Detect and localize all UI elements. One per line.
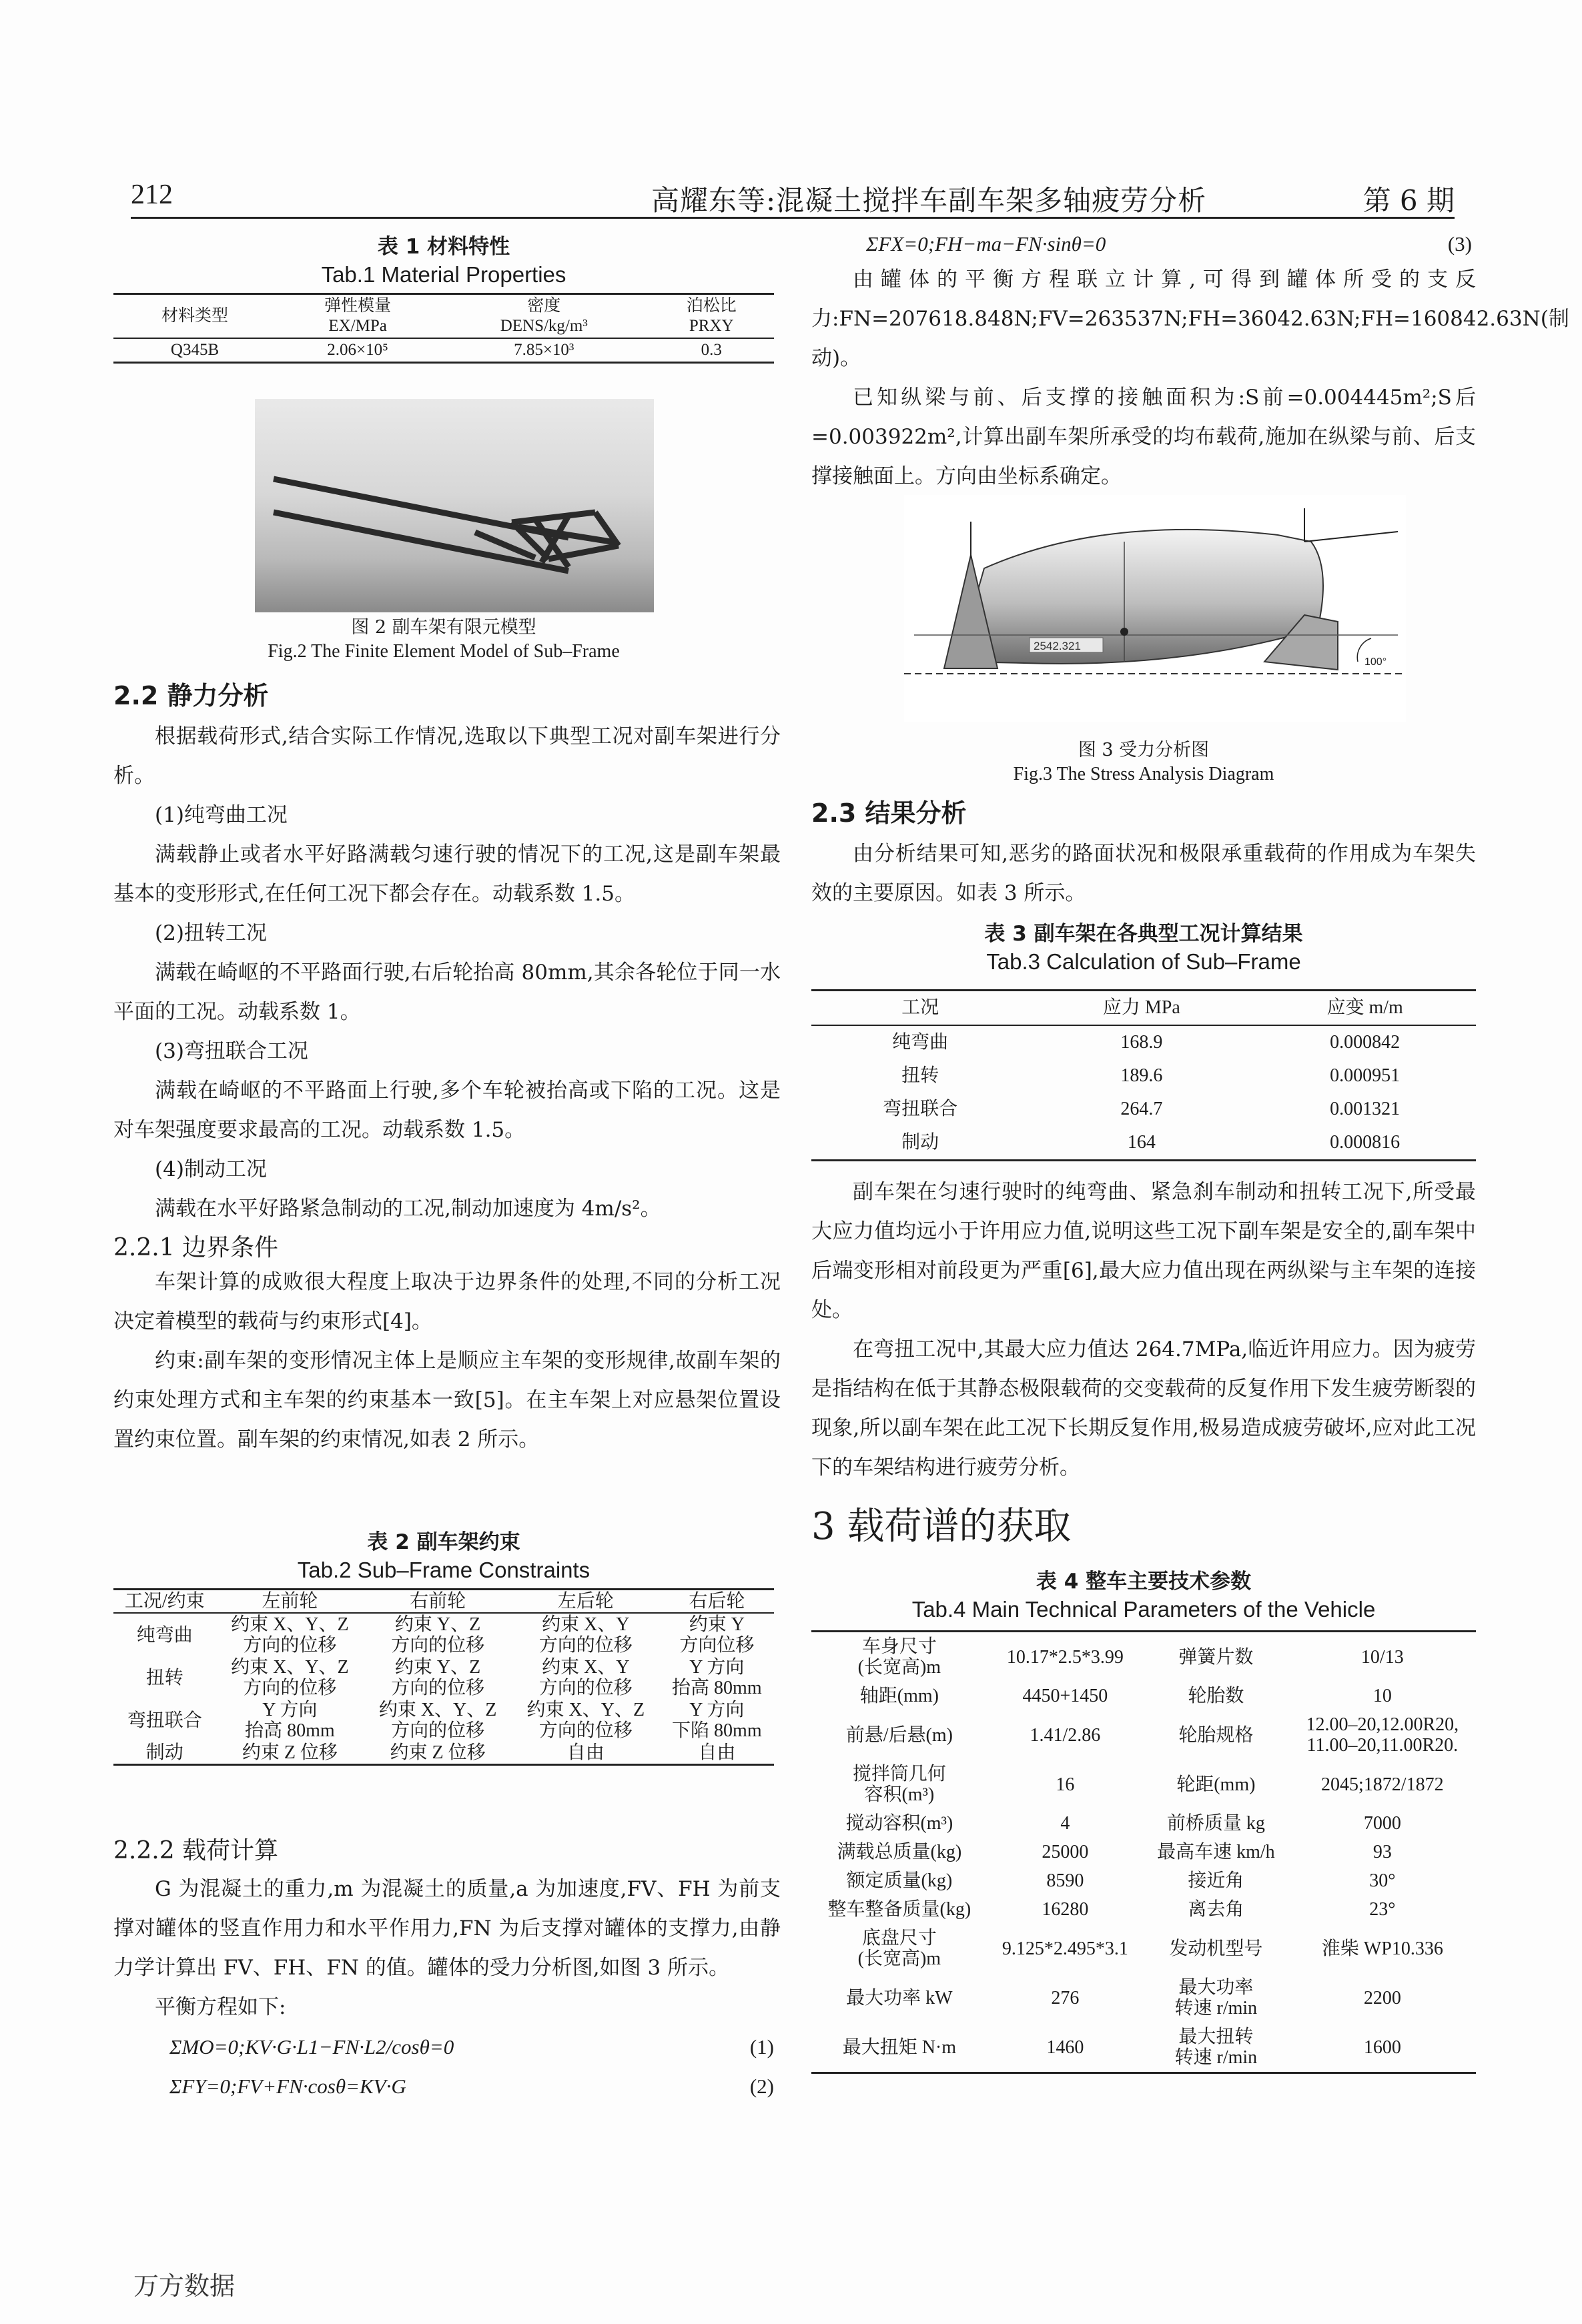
table-cell: 9.125*2.495*3.1 [1002,1938,1128,1959]
table-cell: 16280 [1042,1899,1089,1920]
table-row [113,1613,774,1656]
table-cell: 12.00–20,12.00R20, 11.00–20,11.00R20. [1306,1714,1459,1756]
paragraph: 满载在水平好路紧急制动的工况,制动加速度为 4m/s²。 [155,1197,661,1221]
table-cell: 车身尺寸 (长宽高)m [857,1636,941,1678]
table-4-caption-cn: 表 4 整车主要技术参数 [1036,1570,1252,1594]
paragraph: 由罐体的平衡方程联立计算,可得到罐体所受的支反力:FN=207618.848N;FV=263537N;FH=36042.63N;FH=160842.63N(制动)。 [811,267,1569,370]
issue-number: 第 6 期 [1362,184,1455,217]
table-row [811,1924,1476,1973]
table-cell: Q345B [170,341,220,359]
table-1 [113,293,774,364]
table-2 [113,1588,774,1766]
table-cell: 约束 Z 位移 [242,1742,338,1763]
table-1-block [113,229,774,364]
table-cell: 前悬/后悬(m) [845,1724,953,1746]
right-column-discussion [811,1173,1476,1550]
center-of-mass-icon [1120,628,1128,636]
table-cell: 弯扭联合 [127,1710,202,1731]
table-4-caption-en: Tab.4 Main Technical Parameters of the Vehicle [911,1597,1376,1622]
table-row [811,1809,1476,1838]
table-cell: 纯弯曲 [136,1624,193,1646]
table-3-caption-cn: 表 3 副车架在各典型工况计算结果 [984,922,1303,946]
paragraph: 副车架在匀速行驶时的纯弯曲、紧急刹车制动和扭转工况下,所受最大应力值均远小于许用应力值,说明这些工况下副车架是安全的,副车架中后端变形相对前段更为严重[6],最大应力值出现在两纵梁与主车架的连接处。 [811,1180,1476,1322]
sub-frame-model-illustration [255,399,654,612]
subsection-heading: 2.2.1 边界条件 [113,1234,279,1261]
table-cell: 189.6 [1120,1065,1163,1086]
table-row [811,1710,1476,1760]
right-column-results [811,792,1476,913]
table-cell: 自由 [698,1742,736,1763]
table-cell: Y 方向 抬高 80mm [672,1657,762,1698]
table-3 [811,989,1476,1161]
table-cell: 最大功率 kW [846,1987,953,2008]
paragraph: 满载静止或者水平好路满载匀速行驶的情况下的工况,这是副车架最基本的变形形式,在任何工况下都会存在。动载系数 1.5。 [113,842,781,906]
table-3-header: 工况 [901,997,939,1018]
table-cell: 2200 [1363,1987,1401,2008]
table-cell: 整车整备质量(kg) [827,1899,971,1920]
paragraph: 根据载荷形式,结合实际工作情况,选取以下典型工况对副车架进行分析。 [113,724,781,788]
left-column-load-calc [113,1832,781,2106]
paragraph: 车架计算的成败很大程度上取决于边界条件的处理,不同的分析工况决定着模型的载荷与约束形式[4]。 [113,1270,781,1333]
table-cell: 7000 [1363,1813,1401,1834]
table-row [113,338,774,363]
table-cell: 搅拌筒几何 容积(m³) [852,1764,946,1805]
table-cell: 0.000951 [1330,1065,1401,1086]
table-3-block [811,917,1476,1161]
equation-text: ΣMO=0;KV·G·L1−FN·L2/cosθ=0 [169,2035,454,2059]
equation-1 [113,2027,781,2067]
table-cell: 1.41/2.86 [1030,1724,1101,1746]
table-cell: 0.3 [701,341,722,359]
table-2-header: 工况/约束 [124,1591,205,1612]
section-heading: 2.3 结果分析 [811,798,967,828]
table-row [811,1632,1476,1682]
table-cell: 弯扭联合 [883,1099,958,1119]
table-1-caption-en: Tab.1 Material Properties [321,262,566,287]
equation-number: (2) [749,2075,774,2098]
footer-watermark: 万方数据 [133,2271,236,2301]
table-cell: 自由 [566,1742,605,1763]
table-cell: 30° [1369,1870,1396,1891]
paragraph: 在弯扭工况中,其最大应力值达 264.7MPa,临近许用应力。因为疲劳是指结构在低于其静态极限载荷的交变载荷的反复作用下发生疲劳断裂的现象,所以副车架在此工况下长期反复作用,极易造成疲劳破坏,应对此工况下的车架结构进行疲劳分析。 [811,1337,1476,1480]
table-row [811,1126,1476,1161]
case-title: (2)扭转工况 [155,921,267,945]
fig-3-caption-cn: 图 3 受力分析图 [1078,740,1210,760]
table-cell: 7.85×10³ [514,341,574,359]
dimension-label: 2542.321 [1034,640,1081,652]
table-cell: 约束 Y 方向位移 [679,1614,755,1656]
table-1-header: 材料类型 [161,307,229,325]
table-row [811,1760,1476,1809]
table-row [113,1742,774,1765]
fig-2-image [255,399,654,612]
table-2-header: 左前轮 [262,1591,318,1612]
table-cell: 淮柴 WP10.336 [1321,1938,1443,1959]
table-cell: 离去角 [1188,1899,1244,1920]
table-row [811,1973,1476,2022]
table-cell: 最大扭矩 N·m [842,2037,957,2058]
paragraph: 由分析结果可知,恶劣的路面状况和极限承重载荷的作用成为车架失效的主要原因。如表 3 所示。 [811,842,1476,905]
table-cell: 纯弯曲 [892,1032,949,1053]
stress-analysis-diagram [904,495,1406,722]
table-cell: Y 方向 下陷 80mm [672,1700,762,1741]
table-2-header: 左后轮 [557,1591,614,1612]
table-cell: 16 [1056,1774,1075,1795]
table-4-block [811,1564,1476,2074]
table-cell: 2045;1872/1872 [1321,1774,1444,1795]
table-cell: 扭转 [901,1065,939,1086]
table-1-header: 泊松比 PRXY [686,297,737,335]
table-2-header: 右后轮 [689,1591,745,1612]
equation-2 [113,2067,781,2106]
table-cell: 满载总质量(kg) [837,1842,962,1862]
table-1-header: 密度 DENS/kg/m³ [500,297,588,335]
table-cell: 搅动容积(m³) [845,1813,953,1834]
table-cell: 4450+1450 [1022,1686,1108,1706]
paragraph: 平衡方程如下: [155,1995,286,2019]
table-cell: 弹簧片数 [1178,1646,1254,1668]
table-cell: 约束 Y、Z 方向的位移 [391,1657,485,1698]
table-row [113,1699,774,1742]
table-cell: 23° [1369,1899,1396,1920]
table-cell: 最大功率 转速 r/min [1174,1977,1258,2018]
table-cell: 扭转 [145,1667,183,1688]
case-title: (3)弯扭联合工况 [155,1039,308,1063]
fig-3-caption-en: Fig.3 The Stress Analysis Diagram [1013,764,1274,784]
table-cell: 底盘尺寸 (长宽高)m [857,1928,941,1969]
paragraph: 约束:副车架的变形情况主体上是顺应主车架的变形规律,故副车架的约束处理方式和主车架的约束基本一致[5]。在主车架上对应悬架位置设置约束位置。副车架的约束情况,如表 2 所示。 [113,1349,781,1451]
table-row [811,1682,1476,1710]
table-cell: 约束 X、Y 方向的位移 [538,1614,633,1656]
equation-3 [811,227,1476,260]
fig-3-caption [811,735,1476,785]
table-cell: 264.7 [1120,1099,1163,1119]
page-header [131,175,1455,219]
table-cell: 93 [1372,1842,1392,1862]
subsection-heading: 2.2.2 载荷计算 [113,1837,279,1864]
equation-number: (1) [749,2035,774,2059]
table-cell: 额定质量(kg) [846,1870,953,1891]
paragraph: 满载在崎岖的不平路面行驶,右后轮抬高 80mm,其余各轮位于同一水平面的工况。动载系数 1。 [113,961,781,1024]
table-cell: 轴距(mm) [859,1686,939,1706]
table-cell: 约束 X、Y、Z 方向的位移 [526,1700,645,1741]
fig-3-image [904,495,1406,722]
table-cell: 8590 [1046,1870,1084,1891]
table-3-caption-en: Tab.3 Calculation of Sub–Frame [986,949,1301,974]
table-cell: 接近角 [1188,1870,1244,1891]
table-3-header: 应变 m/m [1326,997,1403,1018]
table-4 [811,1630,1476,2074]
table-2-caption-cn: 表 2 副车架约束 [367,1530,520,1554]
table-cell: 最大扭转 转速 r/min [1174,2026,1258,2068]
case-title: (1)纯弯曲工况 [155,803,288,827]
table-row [811,1093,1476,1126]
table-row [811,1895,1476,1924]
table-cell: 164 [1127,1132,1156,1153]
table-cell: 约束 X、Y、Z 方向的位移 [231,1614,349,1656]
table-cell: 轮胎数 [1188,1686,1244,1706]
table-cell: 10 [1372,1686,1392,1706]
table-1-caption-cn: 表 1 材料特性 [377,235,510,259]
table-row [811,1025,1476,1059]
fig-2-caption-en: Fig.2 The Finite Element Model of Sub–Frame [268,641,620,662]
right-column-top [811,227,1569,496]
table-cell: 制动 [145,1742,183,1763]
table-cell: 10.17*2.5*3.99 [1006,1646,1124,1668]
section-heading: 3 载荷谱的获取 [811,1505,1072,1548]
table-cell: 2.06×10⁵ [327,341,388,359]
table-cell: 约束 X、Y、Z 方向的位移 [378,1700,497,1741]
table-cell: 4 [1060,1813,1070,1834]
table-cell: 约束 X、Y、Z 方向的位移 [231,1657,349,1698]
running-title: 高耀东等:混凝土搅拌车副车架多轴疲劳分析 [651,184,1207,217]
case-title: (4)制动工况 [155,1157,267,1181]
table-cell: 0.000842 [1330,1032,1401,1053]
table-row [811,2022,1476,2073]
left-column-text [113,675,781,1460]
table-cell: 约束 Y、Z 方向的位移 [391,1614,485,1656]
table-row [811,1059,1476,1093]
table-row [811,1838,1476,1866]
equation-number: (3) [1447,232,1472,255]
table-row [811,1866,1476,1895]
equation-text: ΣFY=0;FV+FN·cosθ=KV·G [169,2075,406,2098]
table-cell: 轮距(mm) [1176,1774,1256,1795]
table-cell: 最高车速 km/h [1157,1842,1275,1862]
table-cell: 1460 [1046,2037,1084,2058]
table-2-block [113,1525,774,1766]
table-cell: 前桥质量 kg [1166,1813,1265,1834]
table-cell: 276 [1051,1987,1080,2008]
equation-text: ΣFX=0;FH−ma−FN·sinθ=0 [866,232,1106,255]
table-row [113,1656,774,1699]
fig-2-caption [113,612,774,662]
table-cell: 168.9 [1120,1032,1163,1053]
table-cell: 0.001321 [1330,1099,1401,1119]
paragraph: 已知纵梁与前、后支撑的接触面积为:S前=0.004445m²;S后=0.003922m²,计算出副车架所承受的均布载荷,施加在纵梁与前、后支撑接触面上。方向由坐标系确定。 [811,386,1476,488]
table-2-caption-en: Tab.2 Sub–Frame Constraints [297,1558,590,1582]
table-cell: 约束 X、Y 方向的位移 [538,1657,633,1698]
page-number: 212 [131,179,173,210]
table-cell: 25000 [1042,1842,1089,1862]
table-1-header: 弹性模量 EX/MPa [324,297,392,335]
table-cell: 制动 [901,1132,939,1153]
table-cell: 1600 [1363,2037,1401,2058]
table-cell: 发动机型号 [1169,1938,1263,1959]
table-cell: 0.000816 [1330,1132,1401,1153]
paragraph: 满载在崎岖的不平路面上行驶,多个车轮被抬高或下陷的工况。这是对车架强度要求最高的工况。动载系数 1.5。 [113,1079,781,1142]
table-2-header: 右前轮 [410,1591,466,1612]
fig-2-caption-cn: 图 2 副车架有限元模型 [351,617,536,638]
table-cell: 约束 Z 位移 [390,1742,486,1763]
table-cell: 10/13 [1360,1646,1404,1668]
paragraph: G 为混凝土的重力,m 为混凝土的质量,a 为加速度,FV、FH 为前支撑对罐体的竖直作用力和水平作用力,FN 为后支撑对罐体的支撑力,由静力学计算出 FV、FH、FN 的值。罐体的受力分析图,如图 3 所示。 [113,1877,781,1980]
section-heading: 2.2 静力分析 [113,681,269,710]
table-3-header: 应力 MPa [1102,997,1180,1018]
table-cell: 轮胎规格 [1178,1724,1254,1746]
table-cell: Y 方向 抬高 80mm [245,1700,335,1741]
angle-label: 100° [1364,656,1387,668]
